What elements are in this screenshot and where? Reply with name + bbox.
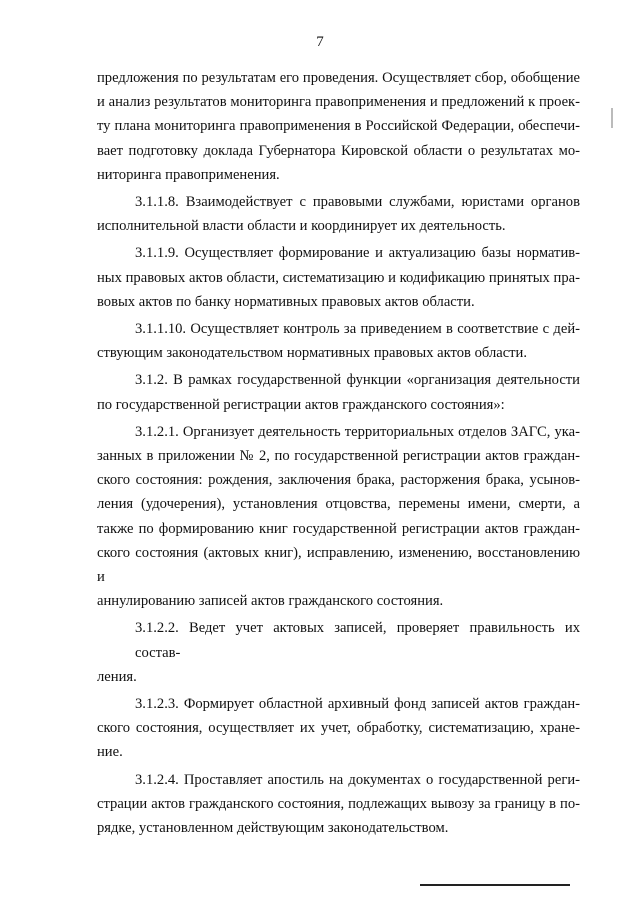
text-line: ления (удочерения), установления отцовства, перемены имени, смерти, а <box>97 496 580 513</box>
text-line: 3.1.1.8. Взаимодействует с правовыми службами, юристами органов <box>135 194 580 211</box>
text-line: ствующим законодательством нормативных правовых актов области. <box>97 345 528 362</box>
text-line: и анализ результатов мониторинга правоприменения и предложений к проек- <box>97 94 580 111</box>
text-line: ных правовых актов области, систематизацию и кодификацию принятых пра- <box>97 269 580 286</box>
text-line: рядке, установленном действующим законодательством. <box>97 820 449 837</box>
text-line: ского состояния (актовых книг), исправлению, изменению, восстановлению и <box>97 544 580 586</box>
document-body <box>97 66 580 840</box>
text-line: 3.1.2.4. Проставляет апостиль на документах о государственной реги- <box>135 771 580 788</box>
text-line: ского состояния: рождения, заключения брака, расторжения брака, усынов- <box>97 472 580 489</box>
text-line: страции актов гражданского состояния, подлежащих вывозу за границу в по- <box>97 795 580 812</box>
margin-mark <box>611 108 613 128</box>
text-line: ниторинга правоприменения. <box>97 166 280 183</box>
text-line: также по формированию книг государственной регистрации актов граждан- <box>97 520 580 537</box>
text-line: вает подготовку доклада Губернатора Кировской области о результатах мо- <box>97 142 580 159</box>
text-line: ту плана мониторинга правоприменения в Российской Федерации, обеспечи- <box>97 118 580 135</box>
text-line: 3.1.2.3. Формирует областной архивный фонд записей актов граждан- <box>135 696 580 713</box>
text-line: по государственной регистрации актов гражданского состояния»: <box>97 396 505 413</box>
text-line: ского состояния, осуществляет их учет, обработку, систематизацию, хране- <box>97 720 580 737</box>
text-line: вовых актов по банку нормативных правовых актов области. <box>97 293 475 310</box>
text-line: 3.1.2.1. Организует деятельность территориальных отделов ЗАГС, ука- <box>135 423 580 440</box>
text-line: исполнительной власти области и координирует их деятельность. <box>97 218 506 235</box>
text-line: 3.1.2. В рамках государственной функции «организация деятельности <box>135 372 580 389</box>
text-line: 3.1.1.10. Осуществляет контроль за приведением в соответствие с дей- <box>135 321 580 338</box>
footer-rule <box>420 884 570 886</box>
text-line: предложения по результатам его проведения. Осуществляет сбор, обобщение <box>97 70 580 86</box>
text-line: 3.1.2.2. Ведет учет актовых записей, проверяет правильность их состав- <box>135 620 580 661</box>
text-line: 3.1.1.9. Осуществляет формирование и актуализацию базы норматив- <box>135 245 580 262</box>
text-line: ления. <box>97 668 137 685</box>
page-number: 7 <box>316 34 324 50</box>
text-line: ние. <box>97 744 123 761</box>
text-line: аннулированию записей актов гражданского состояния. <box>97 593 444 610</box>
text-line: занных в приложении № 2, по государственной регистрации актов граждан- <box>97 448 580 465</box>
